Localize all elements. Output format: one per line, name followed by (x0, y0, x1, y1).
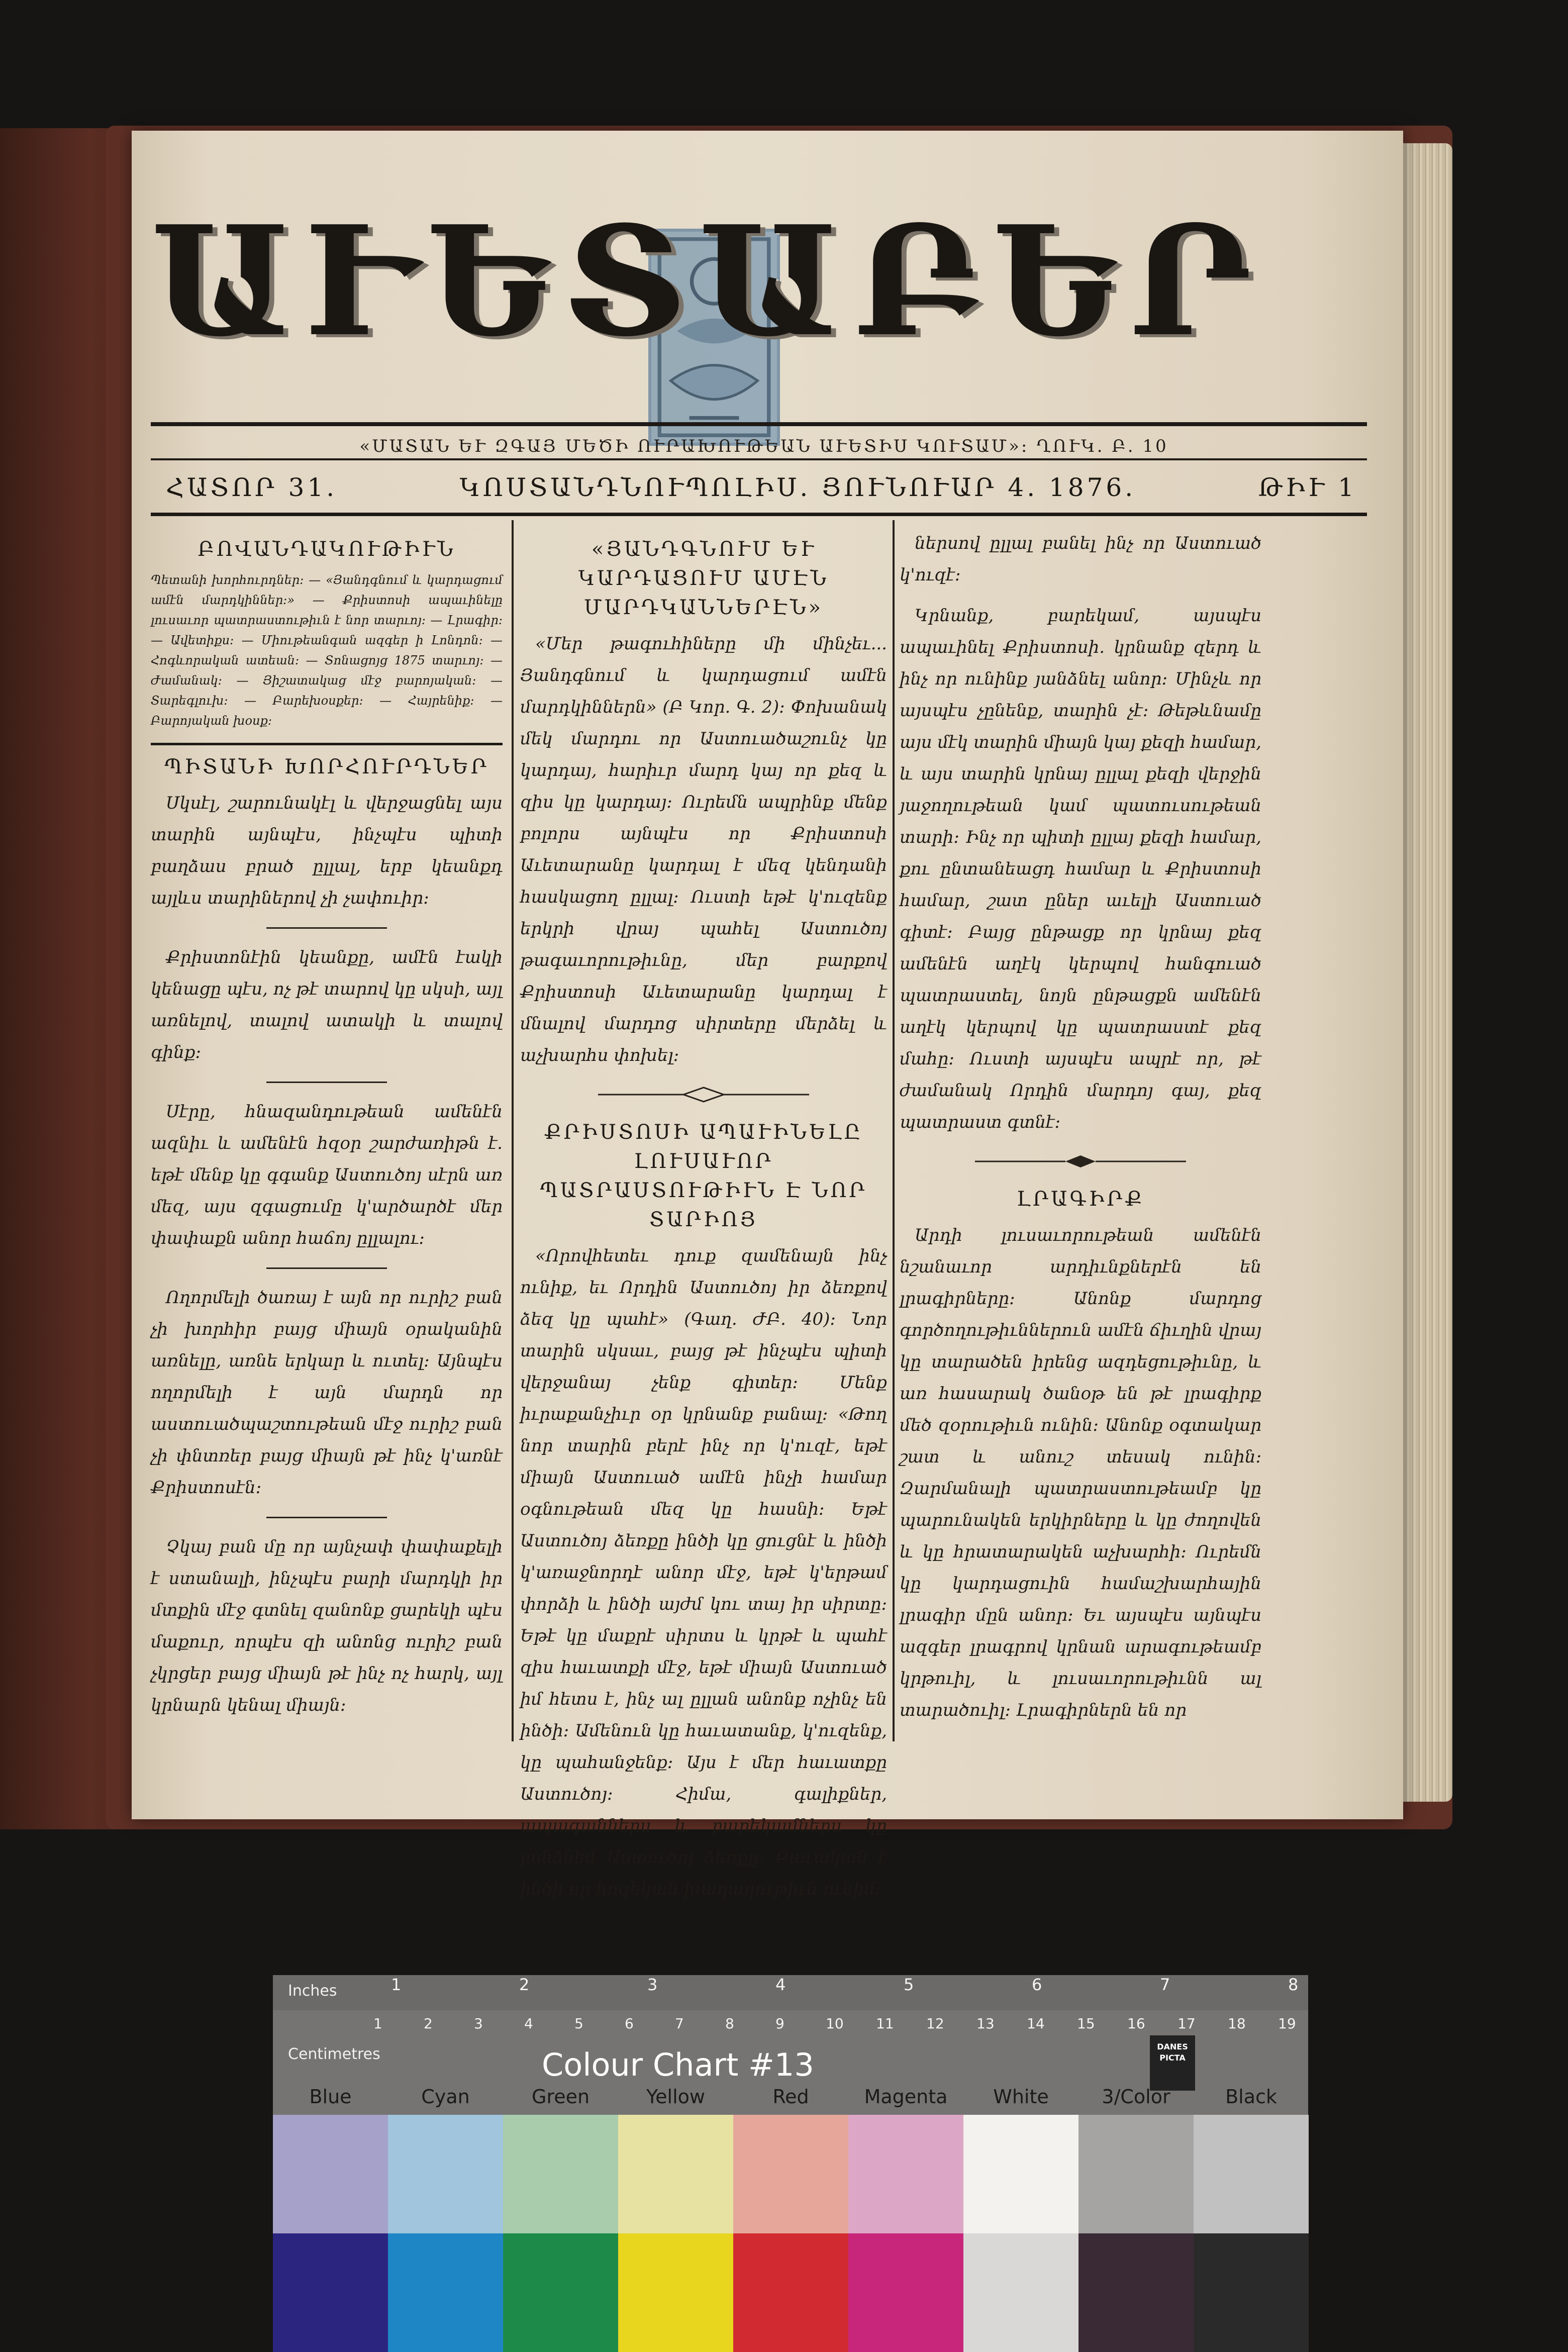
masthead-letter: Ե (426, 192, 555, 370)
paragraph: «Մեր թագուհիները մի մինչեւ... Յանդգնում և կարդացում ամէն մարդկիններն» (Բ Կոր. Գ. 2)։ Փոխանակ մեկ մարդու որ Աստուածաշունչ կը կարդայ, հարիւր մարդ կայ որ քեզ և զիս կը կարդայ։ Ուրեմն ապրինք մենք բոլորս այնպէս որ Քրիստոսի Աւետարանը կարդալ է մեզ կենդանի հասկացող ըլլալ։ Ուստի եթէ կ'ուզենք երկրի վրայ պահել Աստուծոյ թագաւորութիւնը, մեր բարքով Քրիստոսի Աւետարանը կարդալ է մնալով մարդոց սիրտերը մերձել և աչխարհս փոխել։ (520, 634, 887, 1065)
cm-tick: 12 (926, 2015, 944, 2032)
swatch-label: White (993, 2086, 1049, 2108)
swatch-label: Yellow (646, 2086, 705, 2108)
inch-tick: 8 (1288, 1975, 1299, 1994)
chart-title: Colour Chart #13 (542, 2046, 814, 2083)
section-heading: ՔՐԻՍՏՈՍԻ ԱՊԱՒԻՆԵԼԸ ԼՈՒՍԱՒՈՐ ՊԱՏՐԱՍՏՈՒԹԻՒՆ Է ՆՈՐ ՏԱՐԻՈՅ (540, 1121, 867, 1231)
masthead-letter: Ե (992, 192, 1122, 370)
cm-tick: 8 (725, 2015, 734, 2032)
swatch-dark (733, 2233, 848, 2352)
swatch-label: Green (531, 2086, 590, 2108)
paragraph: ներսով ըլլալ բանել ինչ որ Աստուած կ'ուզէ։ (900, 533, 1261, 585)
cm-tick: 5 (574, 2015, 583, 2032)
inch-tick: 4 (775, 1975, 786, 1994)
section-rule (151, 743, 503, 745)
swatch-label: Cyan (421, 2086, 470, 2108)
swatch-dark (1194, 2233, 1309, 2352)
paragraph: Սէրը, հնազանդութեան ամենէն ազնիւ և ամենէն հզօր շարժառիթն է. եթէ մենք կը գգանք Աստուծոյ սէրն առ մեզ, այս զգացումը կ'արծարծէ մեր փափաքն անոր հաճոյ ըլլալու։ (151, 1102, 503, 1248)
column-divider (512, 520, 514, 1741)
divider (266, 1267, 387, 1269)
swatch-light (618, 2115, 733, 2233)
masthead-letter: Ա (698, 192, 846, 370)
swatch-label: Black (1225, 2086, 1277, 2108)
ornament-divider (975, 1151, 1186, 1171)
divider (266, 927, 387, 929)
cm-tick: 19 (1278, 2015, 1296, 2032)
brand-name: DANES PICTA (1157, 2042, 1188, 2063)
inch-tick: 7 (1160, 1975, 1170, 1994)
cm-tick: 15 (1077, 2015, 1095, 2032)
inch-tick: 3 (647, 1975, 658, 1994)
swatch-dark (273, 2233, 388, 2352)
dateline-rule-bottom (151, 513, 1367, 516)
cm-tick: 1 (373, 2015, 382, 2032)
column-1 (151, 528, 503, 1730)
colour-chart (273, 1975, 1308, 2352)
section-heading: ԼՐԱԳԻՐՔ (1016, 1188, 1145, 1211)
swatch-light (273, 2115, 388, 2233)
swatch-dark (848, 2233, 963, 2352)
cm-tick: 11 (876, 2015, 894, 2032)
paragraph: Ողորմելի ծառայ է այն որ ուրիշ բան չի խորհիր բայց միայն օրականին առնելը, առնե երկար և ուտել։ Այնպէս ողորմելի է այն մարդն որ աստուածպաշտութեան մէջ ուրիշ բան չի փնտռեր բայց միայն թէ ինչ կ'առնէ Քրիստոսէն։ (151, 1288, 503, 1498)
swatch-light (1194, 2115, 1309, 2233)
ornament-divider (598, 1085, 809, 1105)
contents-text: Պետանի խորհուրդներ։ — «Յանդգնում և կարդացում ամէն մարդկիններ։» — Քրիստոսի ապաւինելը լուսաւոր պատրաստութիւն է նոր տարւոյ։ — Լրագիր։ — Ավետիքս։ — Միութեանգան ազգեր ի Լոնդոն։ — Հոգևորական ատեան։ — Տոնացոյց 1875 տարւոյ։ — Ժամանակ։ — Յիշատակաց մէջ բարոյական։ — Տարեգլուխ։ — Բարեխօսքեր։ — Հայրենիք։ — Բարոյական խօսք։ (151, 573, 503, 728)
dateline-rule-top (151, 458, 1367, 460)
masthead-motto: «ՄԱՏԱՆ ԵՒ ԶԳԱՅ ՄԵԾԻ ՈՒՐԱԽՈՒԹԵԱՆ ԱՒԵՏԻՍ ԿՈՒՏԱՄ»։ ՂՈՒԿ. Բ. 10 (359, 436, 1168, 456)
inch-tick: 2 (519, 1975, 530, 1994)
swatch-label: Blue (309, 2086, 352, 2108)
column-2 (520, 528, 887, 1914)
swatch-light (503, 2115, 618, 2233)
swatch-light (388, 2115, 503, 2233)
swatch-light (1079, 2115, 1194, 2233)
cm-tick: 7 (675, 2015, 684, 2032)
masthead (151, 176, 1256, 387)
divider (266, 1517, 387, 1518)
swatch-label: 3/Color (1102, 2086, 1170, 2108)
masthead-letter: Ա (151, 192, 298, 370)
cm-tick: 17 (1178, 2015, 1196, 2032)
centimetres-label: Centimetres (288, 2045, 380, 2063)
masthead-letter: Տ (563, 192, 691, 370)
paragraph: «Որովհետեւ դուք զամենայն ինչ ունիք, եւ Որդին Աստուծոյ իր ձեռքով ձեզ կը պահէ» (Գաղ. ԺԲ. 40)։ Նոր տարին սկսաւ, բայց թէ ինչպէս պիտի վերջանայ չենք գիտեր։ Մենք իւրաքանչիւր օր կրնանք բանալ։ «Թող նոր տարին բերէ ինչ որ կ'ուզէ, եթէ միայն Աստուած ամէն ինչի համար օգնութեան մեզ կը հասնի։ Եթէ Աստուծոյ ձեռքը ինծի կը ցուցնէ և ինծի կ'առաջնորդէ անոր մէջ, եթէ կ'երթամ փորձի և ինծի այժմ կու տայ իր սիրտը։ Եթէ կը մաքրէ սիրտս և կրթէ և պահէ զիս հաւատքի մէջ, եթէ միայն Աստուած իմ հետս է, ինչ ալ ըլլան անոնք ոչինչ են ինծի։ Ամենուն կը հաւատանք, կ'ուզենք, կը պահանջենք։ Այս է մեր հաւատքը Աստուծոյ։ Հիմա, գալիքներ, ապագաններս և բարեկամներս կը յանձնեմ Աստուծոյ ձեռքը։ Բաւական է ինծի որ հոգեկան խաղաղութիւն ունիմ։ (520, 1246, 887, 1899)
masthead-letter: Ւ (306, 192, 419, 370)
cm-tick: 3 (474, 2015, 483, 2032)
swatch-dark (503, 2233, 618, 2352)
cm-tick: 18 (1228, 2015, 1246, 2032)
dateline (166, 470, 1357, 505)
divider (266, 1082, 387, 1083)
ruler (273, 1975, 1308, 2010)
swatch-dark (388, 2233, 503, 2352)
column-3 (900, 528, 1261, 1735)
swatch-light (733, 2115, 848, 2233)
swatch-dark (618, 2233, 733, 2352)
swatch-light (963, 2115, 1079, 2233)
cm-tick: 9 (775, 2015, 785, 2032)
cm-tick: 13 (976, 2015, 995, 2032)
inch-tick: 6 (1032, 1975, 1042, 1994)
paragraph: Արդի լուսաւորութեան ամենէն նշանաւոր արդիւնքներէն են լրագիրները։ Անոնք մարդոց գործողութիւններուն ամէն ճիւղին վրայ կը տարածեն իրենց ազդեցութիւնը, և առ հասարակ ծանօթ են թէ լրագիրք մեծ զօրութիւն ունին։ Անոնք օգտակար շատ և անուշ տեսակ ունին։ Զարմանալի պատրաստութեամբ կը պարունակեն երկիրները և կը ժողովեն և կը հրատարակեն աչխարհի։ Ուրեմն կը կարդացուին համաշխարհային լրագիր մըն անոր։ Եւ այսպէս այնպէս ազգեր լրագրով կրնան արագութեամբ կրթուիլ, և լուսաւորութիւնն ալ տարածուիլ։ Լրագիրներն են որ (900, 1225, 1261, 1720)
volume-number: ՀԱՏՈՐ 31. (166, 473, 338, 502)
cm-tick: 2 (424, 2015, 433, 2032)
danes-picta-logo (1150, 2035, 1195, 2091)
swatch-light (848, 2115, 963, 2233)
swatch-dark (963, 2233, 1079, 2352)
paragraph: Սկսէլ, շարունակէլ և վերջացնել այս տարին այնպէս, ինչպէս պիտի բաղձաս բրած ըլլալ, երբ կեանքդ այլևս տարիներով չի չափուիր։ (151, 793, 503, 908)
cm-tick: 16 (1127, 2015, 1145, 2032)
swatch-dark (1079, 2233, 1194, 2352)
place-and-date: ԿՈՍՏԱՆԴՆՈՒՊՈԼԻՍ. ՅՈՒՆՈՒԱՐ 4. 1876. (459, 473, 1136, 502)
paragraph: Կրնանք, բարեկամ, այսպէս ապաւինել Քրիստոսի. կրնանք զերդ և ինչ որ ունինք յանձնել անոր։ Մինչև որ այսպէս չընենք, տարին չէ։ Թեթևնամը այս մէկ տարին միայն կայ քեզի համար, և այս տարին կրնայ ըլլալ քեզի վերջին յաջողութեան կամ պատուսութեան տարի։ Ինչ որ պիտի ըլլայ քեզի համար, քու ընտանեացդ համար և Քրիստոսի համար, շատ ըներ աւելի Աստուած գիտէ։ Բայց ընթացք որ կրնայ քեզ ամենէն աղէկ կերպով հանգուած պատրաստել, նոյն ընթացքն ամենէն աղէկ կերպով կը պատրաստէ քեզ մահը։ Ուստի այսպէս ապրէ որ, թէ ժամանակ Որդին մարդոյ գայ, քեզ պատրաստ գտնէ։ (900, 606, 1261, 1132)
cm-tick: 6 (625, 2015, 634, 2032)
swatch-label: Magenta (864, 2086, 948, 2108)
inch-tick: 1 (391, 1975, 402, 1994)
cm-tick: 14 (1027, 2015, 1045, 2032)
section-heading: ՊԻՏԱՆԻ ԽՈՐՀՈՒՐԴՆԵՐ (164, 755, 489, 778)
column-divider (893, 520, 895, 1741)
cm-tick: 4 (524, 2015, 533, 2032)
issue-number: ԹԻՒ 1 (1258, 473, 1357, 502)
paragraph: Չկայ բան մը որ այնչափ փափաքելի է ստանալի, ինչպէս բարի մարդկի իր մտքին մէջ գտնել զանոնք ցարեկի պէս մաքուր, որպէս զի անոնց ուրիշ բան չկրցեր բայց միայն թէ ինչ ոչ հարկ, այլ կրնարն կենալ միայն։ (151, 1537, 503, 1715)
paragraph: Քրիստոնէին կեանքը, ամէն էակի կենացը պէս, ոչ թէ տարով կը սկսի, այլ առնելով, տալով ատակի և տալով գինք։ (151, 947, 503, 1062)
inch-tick: 5 (904, 1975, 914, 1994)
masthead-letter: Ր (1129, 192, 1256, 370)
swatch-label: Red (772, 2086, 809, 2108)
masthead-rule (151, 422, 1367, 426)
cm-tick: 10 (826, 2015, 844, 2032)
inches-label: Inches (288, 1982, 337, 2000)
section-heading: «ՅԱՆԴԳՆՈՒՄ ԵՒ ԿԱՐԴԱՑՈՒՄ ԱՄԷՆ ՄԱՐԴԿԱՆՆԵՐԷՆ» (578, 538, 829, 619)
masthead-letter: Բ (853, 192, 985, 370)
contents-heading: ԲՈՎԱՆԴԱԿՈՒԹԻՒՆ (198, 538, 456, 561)
